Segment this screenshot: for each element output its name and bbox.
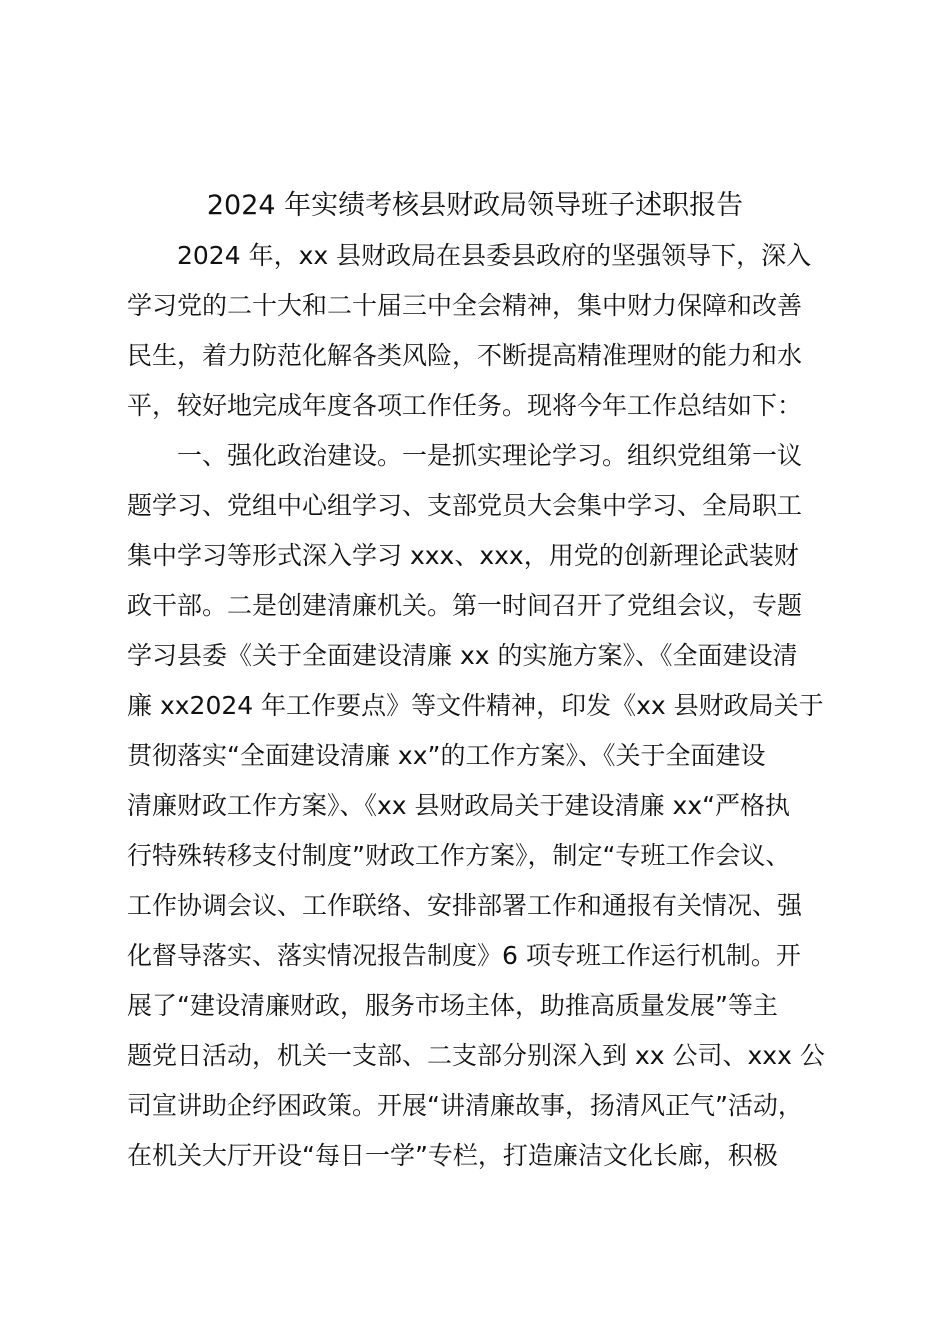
paragraph-line: 民生，着力防范化解各类风险，不断提高精准理财的能力和水	[127, 341, 803, 370]
paragraph-line: 工作协调会议、工作联络、安排部署工作和通报有关情况、强	[127, 891, 803, 920]
paragraph-line: 2024 年，xx 县财政局在县委县政府的坚强领导下，深入	[177, 241, 812, 270]
paragraph-line: 廉 xx2024 年工作要点》等文件精神，印发《xx 县财政局关于	[127, 691, 824, 720]
paragraph-line: 平，较好地完成年度各项工作任务。现将今年工作总结如下：	[127, 391, 803, 420]
paragraph-line: 题学习、党组中心组学习、支部党员大会集中学习、全局职工	[127, 491, 803, 520]
paragraph-line: 在机关大厅开设“每日一学”专栏，打造廉洁文化长廊，积极	[127, 1141, 778, 1170]
paragraph-line: 司宣讲助企纾困政策。开展“讲清廉故事，扬清风正气”活动，	[127, 1091, 803, 1120]
paragraph-line: 行特殊转移支付制度”财政工作方案》，制定“专班工作会议、	[127, 841, 791, 870]
document-title: 2024 年实绩考核县财政局领导班子述职报告	[206, 190, 744, 221]
paragraph-line: 清廉财政工作方案》、《xx 县财政局关于建设清廉 xx“严格执	[127, 791, 791, 820]
document-body	[127, 231, 847, 1181]
paragraph-line: 一、强化政治建设。一是抓实理论学习。组织党组第一议	[177, 441, 803, 470]
paragraph-line: 化督导落实、落实情况报告制度》6 项专班工作运行机制。开	[127, 941, 801, 970]
paragraph-line: 学习党的二十大和二十届三中全会精神，集中财力保障和改善	[127, 291, 803, 320]
paragraph-line: 学习县委《关于全面建设清廉 xx 的实施方案》、《全面建设清	[127, 641, 798, 670]
paragraph-line: 集中学习等形式深入学习 xxx、xxx，用党的创新理论武装财	[127, 541, 799, 570]
paragraph-line: 展了“建设清廉财政，服务市场主体，助推高质量发展”等主	[127, 991, 778, 1020]
paragraph-line: 贯彻落实“全面建设清廉 xx”的工作方案》、《关于全面建设	[127, 741, 766, 770]
paragraph-line: 政干部。二是创建清廉机关。第一时间召开了党组会议，专题	[127, 591, 803, 620]
paragraph-line: 题党日活动，机关一支部、二支部分别深入到 xx 公司、xxx 公	[127, 1041, 825, 1070]
